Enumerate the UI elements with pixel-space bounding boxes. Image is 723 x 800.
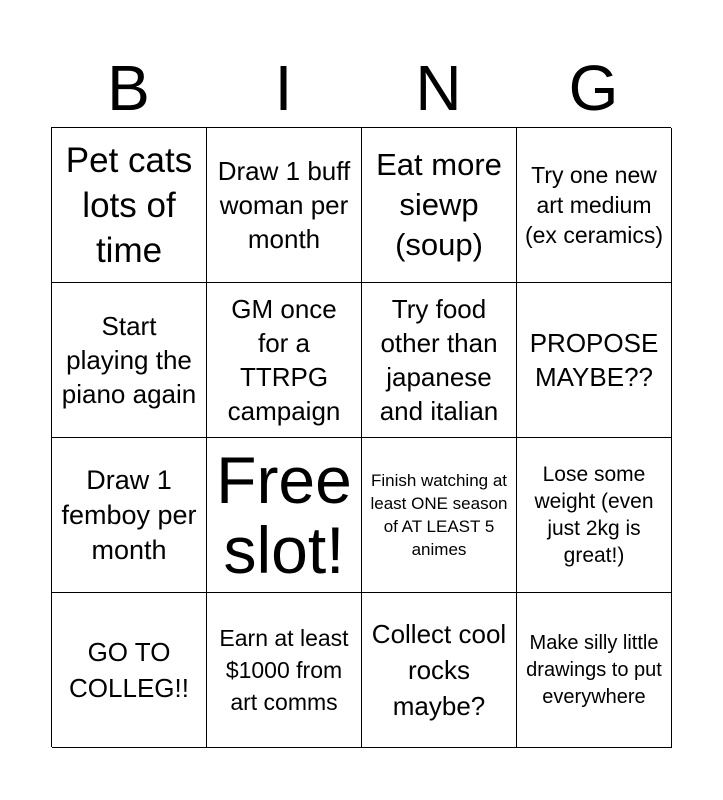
bingo-cell[interactable] — [362, 593, 517, 748]
bingo-cell[interactable] — [362, 128, 517, 283]
bingo-cell[interactable] — [207, 593, 362, 748]
cell-text: Make silly little drawings to put everywhere — [526, 631, 662, 708]
header-letter-i: I — [274, 52, 293, 124]
header-letter-b: B — [107, 52, 150, 124]
bingo-cell[interactable] — [362, 438, 517, 593]
bingo-cell[interactable] — [207, 128, 362, 283]
header-letter-n: N — [415, 52, 462, 124]
cell-text: Collect cool rocks maybe? — [371, 619, 507, 721]
bingo-header — [51, 48, 671, 128]
bingo-cell[interactable] — [517, 128, 672, 283]
cell-text: Lose some weight (even just 2kg is great!) — [534, 463, 654, 567]
cell-text: Draw 1 buff woman per month — [217, 156, 351, 254]
bingo-cell[interactable] — [52, 593, 207, 748]
bingo-cell[interactable] — [207, 283, 362, 438]
header-letter-g: G — [568, 52, 619, 124]
cell-text: Draw 1 femboy per month — [61, 464, 197, 565]
bingo-cell[interactable] — [362, 283, 517, 438]
cell-text: GM once for a TTRPG campaign — [227, 294, 341, 426]
bingo-cell[interactable] — [517, 438, 672, 593]
cell-text: Finish watching at least ONE season of AT LEAST 5 animes — [370, 471, 508, 559]
cell-text: Eat more siewp (soup) — [376, 147, 502, 262]
cell-text: GO TO COLLEG!! — [69, 637, 189, 703]
cell-text: Pet cats lots of time — [65, 140, 193, 270]
cell-text: PROPOSE MAYBE?? — [529, 328, 659, 392]
cell-text: Earn at least $1000 from art comms — [219, 625, 349, 715]
bingo-cell[interactable] — [52, 438, 207, 593]
bingo-cell[interactable] — [517, 593, 672, 748]
cell-text: Try food other than japanese and italian — [379, 294, 499, 426]
bingo-cell[interactable] — [52, 128, 207, 283]
bingo-cell[interactable] — [207, 438, 362, 593]
bingo-board — [51, 127, 671, 747]
cell-text: Start playing the piano again — [61, 311, 197, 409]
bingo-cell[interactable] — [517, 283, 672, 438]
free-slot-text: Free slot! — [216, 443, 352, 587]
bingo-cell[interactable] — [52, 283, 207, 438]
cell-text: Try one new art medium (ex ceramics) — [524, 162, 663, 248]
